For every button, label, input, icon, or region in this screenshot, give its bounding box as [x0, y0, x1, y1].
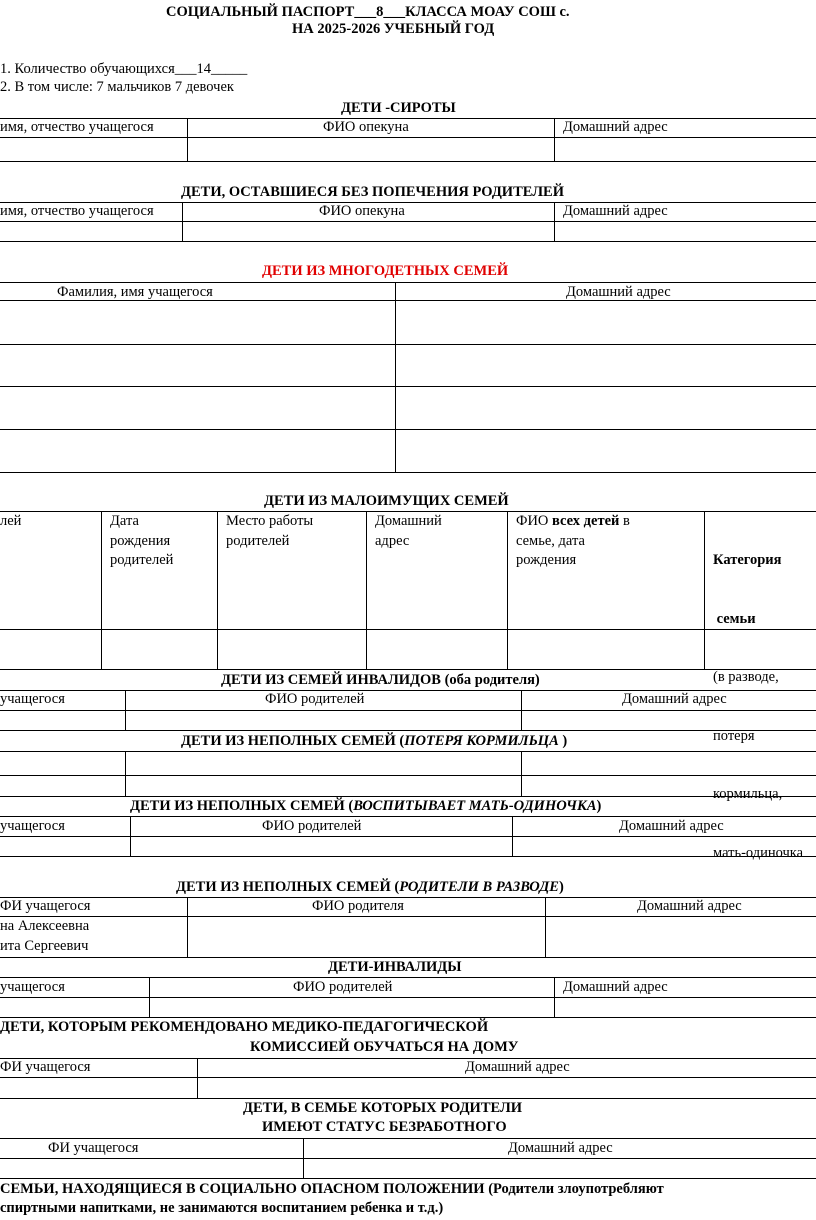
single-mother-col-address: Домашний адрес [619, 818, 724, 834]
cell-line: рождения [516, 552, 577, 568]
student-count: 1. Количество обучающихся___14_____ [0, 61, 248, 77]
cell-line: Место работы [226, 513, 314, 529]
cell-line: семье, дата [516, 532, 585, 549]
low-income-col-workplace [226, 512, 313, 551]
cell-line: рождения [110, 532, 171, 549]
dangerous-title-2: спиртными напитками, не занимаются воспитанием ребенка и т.д.) [0, 1200, 444, 1216]
cell-line: Категория [713, 552, 782, 568]
divorced-student-2: ита Сергеевич [0, 938, 89, 954]
cell-line: Дата [110, 513, 139, 529]
page-subtitle: НА 2025-2026 УЧЕБНЫЙ ГОД [292, 21, 495, 37]
cell-line: Домашний [375, 513, 442, 529]
unemployed-col-student: ФИ учащегося [48, 1140, 139, 1156]
no-care-title: ДЕТИ, ОСТАВШИЕСЯ БЕЗ ПОПЕЧЕНИЯ РОДИТЕЛЕЙ [181, 184, 564, 200]
large-families-title: ДЕТИ ИЗ МНОГОДЕТНЫХ СЕМЕЙ [262, 263, 509, 279]
low-income-col-address [375, 512, 442, 551]
gender-breakdown: 2. В том числе: 7 мальчиков 7 девочек [0, 79, 234, 95]
disabled-children-title: ДЕТИ-ИНВАЛИДЫ [328, 959, 462, 975]
disabled-parents-col-address: Домашний адрес [622, 691, 727, 707]
single-mother-title: ДЕТИ ИЗ НЕПОЛНЫХ СЕМЕЙ (ВОСПИТЫВАЕТ МАТЬ-ОДИНОЧКА) [130, 798, 602, 814]
cell-line: потеря [713, 727, 755, 744]
large-families-col-student: Фамилия, имя учащегося [57, 284, 213, 300]
single-mother-col-parents: ФИО родителей [262, 818, 362, 834]
home-schooling-col-address: Домашний адрес [465, 1059, 570, 1075]
disabled-parents-col-student: учащегося [0, 691, 65, 707]
large-families-col-address: Домашний адрес [566, 284, 671, 300]
divorced-col-student: ФИ учащегося [0, 898, 91, 914]
home-schooling-title-1: ДЕТИ, КОТОРЫМ РЕКОМЕНДОВАНО МЕДИКО-ПЕДАГОГИЧЕСКОЙ [0, 1019, 489, 1035]
low-income-title: ДЕТИ ИЗ МАЛОИМУЩИХ СЕМЕЙ [264, 493, 509, 509]
unemployed-col-address: Домашний адрес [508, 1140, 613, 1156]
unemployed-title-1: ДЕТИ, В СЕМЬЕ КОТОРЫХ РОДИТЕЛИ [243, 1100, 523, 1116]
disabled-parents-title: ДЕТИ ИЗ СЕМЕЙ ИНВАЛИДОВ (оба родителя) [221, 672, 540, 688]
cell-line: родителей [110, 552, 174, 568]
divorced-col-address: Домашний адрес [637, 898, 742, 914]
cell-line: семьи [713, 610, 756, 627]
disabled-children-col-parents: ФИО родителей [293, 979, 393, 995]
orphans-col-guardian: ФИО опекуна [323, 119, 409, 135]
orphans-col-student: имя, отчество учащегося [0, 119, 154, 135]
page-title: СОЦИАЛЬНЫЙ ПАСПОРТ___8___КЛАССА МОАУ СОШ с. [166, 4, 570, 20]
low-income-col-parents: лей [0, 513, 22, 529]
home-schooling-title-2: КОМИССИЕЙ ОБУЧАТЬСЯ НА ДОМУ [250, 1039, 519, 1055]
cell-line: родителей [226, 532, 290, 549]
home-schooling-col-student: ФИ учащегося [0, 1059, 91, 1075]
single-mother-col-student: учащегося [0, 818, 65, 834]
disabled-parents-col-parents: ФИО родителей [265, 691, 365, 707]
divorced-col-parent: ФИО родителя [312, 898, 404, 914]
cell-line: кормильца, [713, 786, 783, 802]
cell-line: мать-одиночка [713, 844, 804, 861]
cell-line: адрес [375, 532, 410, 549]
unemployed-title-2: ИМЕЮТ СТАТУС БЕЗРАБОТНОГО [262, 1119, 507, 1135]
no-care-col-address: Домашний адрес [563, 203, 668, 219]
cell-line: (в разводе, [713, 669, 779, 685]
orphans-col-address: Домашний адрес [563, 119, 668, 135]
divorced-student-1: на Алексеевна [0, 918, 90, 934]
cell-line: ФИО всех детей в [516, 513, 630, 529]
no-care-col-guardian: ФИО опекуна [319, 203, 405, 219]
low-income-col-birthdate [110, 512, 173, 571]
lost-breadwinner-title: ДЕТИ ИЗ НЕПОЛНЫХ СЕМЕЙ (ПОТЕРЯ КОРМИЛЬЦА ) [181, 733, 568, 749]
low-income-col-children [516, 512, 630, 571]
orphans-title: ДЕТИ -СИРОТЫ [341, 100, 456, 116]
divorced-title: ДЕТИ ИЗ НЕПОЛНЫХ СЕМЕЙ (РОДИТЕЛИ В РАЗВОДЕ) [176, 879, 564, 895]
dangerous-title-1: СЕМЬИ, НАХОДЯЩИЕСЯ В СОЦИАЛЬНО ОПАСНОМ ПОЛОЖЕНИИ (Родители злоупотребляют [0, 1181, 664, 1197]
no-care-col-student: имя, отчество учащегося [0, 203, 154, 219]
disabled-children-col-address: Домашний адрес [563, 979, 668, 995]
disabled-children-col-student: учащегося [0, 979, 65, 995]
